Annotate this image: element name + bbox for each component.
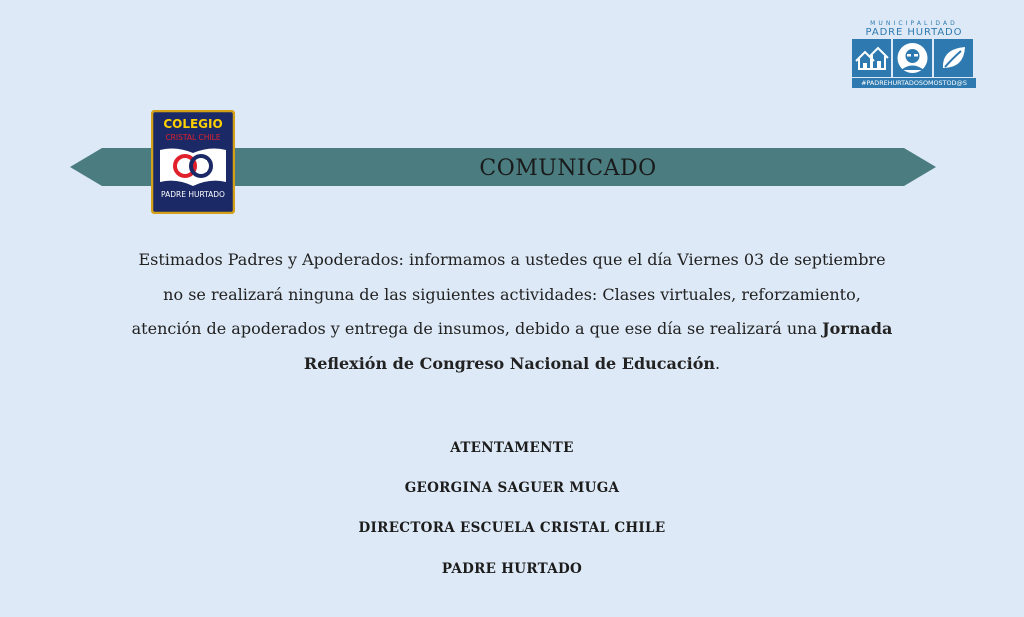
signature-closing: ATENTAMENTE <box>450 440 574 456</box>
message-body <box>130 243 894 381</box>
page-title: COMUNICADO <box>479 156 657 181</box>
school-name-line3: PADRE HURTADO <box>161 190 225 199</box>
signature-role: DIRECTORA ESCUELA CRISTAL CHILE <box>358 520 666 536</box>
municipality-logo <box>852 20 976 92</box>
message-highlight: Jornada Reflexión de Congreso Nacional de Educación <box>303 319 893 373</box>
school-name-line1: COLEGIO <box>163 117 223 131</box>
signature-name: GEORGINA SAGUER MUGA <box>404 480 620 496</box>
leaf-icon <box>934 39 973 77</box>
school-name-line2: CRISTAL CHILE <box>165 133 221 142</box>
municipality-name: PADRE HURTADO <box>865 27 963 38</box>
houses-icon <box>852 39 891 77</box>
municipality-label: MUNICIPALIDAD <box>870 20 958 27</box>
municipality-hashtag: #PADREHURTADOSOMOSTOD@S <box>852 78 976 88</box>
municipality-icon-row <box>852 39 976 77</box>
signature-place: PADRE HURTADO <box>441 561 583 577</box>
school-logo <box>151 110 235 214</box>
message-end: . <box>715 353 721 373</box>
portrait-icon <box>893 39 932 77</box>
message-intro: Estimados Padres y Apoderados: informamos a ustedes que el día Viernes 03 de septiembre no se realizará ninguna de las siguientes actividades: Clases virtuales, reforzamiento, atención de apoderados y entrega de insumos, debido a que ese día se realizará una <box>131 250 886 338</box>
